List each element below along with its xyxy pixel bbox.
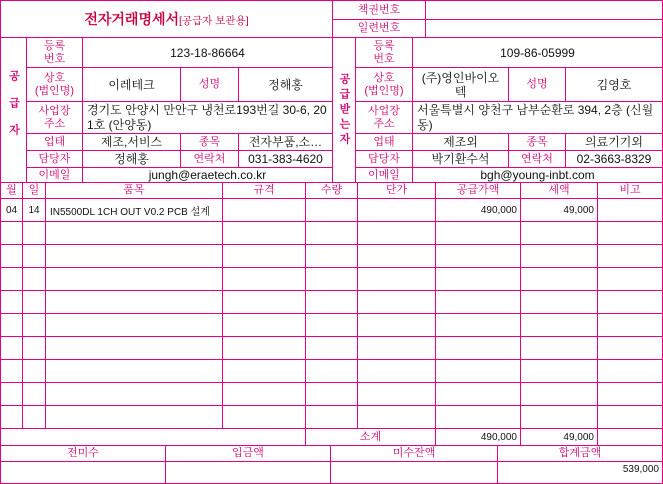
receiver-company-label: 상호 (법인명): [356, 68, 413, 102]
item-row-2-supply-amount: [436, 222, 521, 245]
receiver-biz-item: 의료기기외: [566, 134, 663, 151]
item-row-5-item: [46, 291, 223, 314]
items-header-tax: 세액: [521, 183, 598, 199]
items-header-day: 일: [23, 183, 46, 199]
item-row-1-month: 04: [1, 199, 23, 222]
prev-unpaid-value: [1, 462, 166, 484]
receiver-address-label: 사업장 주소: [356, 102, 413, 134]
item-row-5-day: [23, 291, 46, 314]
item-row-2-day: [23, 222, 46, 245]
item-row-10-spec: [223, 406, 306, 429]
receiver-reg-no: 109-86-05999: [413, 38, 663, 68]
supplier-reg-no-label: 등록 번호: [27, 38, 83, 68]
item-row-4-unit-price: [358, 268, 436, 291]
item-row-8-qty: [306, 360, 358, 383]
receiver-email: bgh@young-inbt.com: [413, 168, 663, 183]
receiver-phone: 02-3663-8329: [566, 151, 663, 168]
item-row-9-note: [598, 383, 663, 406]
item-row-6-item: [46, 314, 223, 337]
receiver-side-label: [333, 38, 356, 183]
receiver-side-text: 공급받는자: [338, 72, 350, 148]
subtotal-spacer: [1, 429, 306, 446]
item-row-3-tax: [521, 245, 598, 268]
item-row-10-unit-price: [358, 406, 436, 429]
item-row-7-day: [23, 337, 46, 360]
item-row-6-qty: [306, 314, 358, 337]
item-row-8-spec: [223, 360, 306, 383]
receiver-reg-no-label: 등록 번호: [356, 38, 413, 68]
item-row-7-month: [1, 337, 23, 360]
item-row-6-tax: [521, 314, 598, 337]
items-header-spec: 규격: [223, 183, 306, 199]
item-row-4-note: [598, 268, 663, 291]
item-row-9-tax: [521, 383, 598, 406]
item-row-6-unit-price: [358, 314, 436, 337]
subtotal-label: 소계: [306, 429, 436, 446]
receiver-phone-label: 연락처: [509, 151, 566, 168]
item-row-2-qty: [306, 222, 358, 245]
item-row-4-qty: [306, 268, 358, 291]
items-header-note: 비고: [598, 183, 663, 199]
item-row-10-month: [1, 406, 23, 429]
item-row-5-spec: [223, 291, 306, 314]
item-row-4-item: [46, 268, 223, 291]
serial-no-label: 일련번호: [333, 20, 426, 38]
item-row-6-note: [598, 314, 663, 337]
supplier-address: 경기도 안양시 만안구 냉천로193번길 30-6, 201호 (안양동): [83, 102, 333, 134]
item-row-6-spec: [223, 314, 306, 337]
supplier-phone-label: 연락처: [181, 151, 239, 168]
supplier-biz-type: 제조,서비스: [83, 134, 181, 151]
item-row-2-item: [46, 222, 223, 245]
receiver-biz-item-label: 종목: [509, 134, 566, 151]
receiver-ceo: 김영호: [566, 68, 663, 102]
item-row-4-day: [23, 268, 46, 291]
deposit-label: 입금액: [166, 446, 331, 462]
unpaid-balance-value: [331, 462, 498, 484]
item-row-5-supply-amount: [436, 291, 521, 314]
item-row-9-supply-amount: [436, 383, 521, 406]
item-row-1-supply-amount: 490,000: [436, 199, 521, 222]
item-row-1-note: [598, 199, 663, 222]
supplier-company-label: 상호 (법인명): [27, 68, 83, 102]
receiver-address: 서울특별시 양천구 남부순환로 394, 2층 (신월동): [413, 102, 663, 134]
item-row-10-supply-amount: [436, 406, 521, 429]
item-row-6-month: [1, 314, 23, 337]
item-row-10-day: [23, 406, 46, 429]
item-row-9-qty: [306, 383, 358, 406]
item-row-2-unit-price: [358, 222, 436, 245]
item-row-1-unit-price: [358, 199, 436, 222]
item-row-1-tax: 49,000: [521, 199, 598, 222]
supplier-side-text: 공급자: [7, 69, 20, 151]
document-subtitle: [공급자 보관용]: [179, 15, 249, 27]
supplier-ceo: 정해홍: [239, 68, 333, 102]
item-row-5-tax: [521, 291, 598, 314]
supplier-email: jungh@eraetech.co.kr: [83, 168, 333, 183]
prev-unpaid-label: 전미수: [1, 446, 166, 462]
supplier-biz-type-label: 업태: [27, 134, 83, 151]
title-box: [1, 1, 333, 38]
item-row-10-tax: [521, 406, 598, 429]
supplier-address-label: 사업장 주소: [27, 102, 83, 134]
item-row-9-spec: [223, 383, 306, 406]
item-row-2-month: [1, 222, 23, 245]
supplier-biz-item-label: 종목: [181, 134, 239, 151]
receiver-ceo-label: 성명: [509, 68, 566, 102]
item-row-3-day: [23, 245, 46, 268]
receiver-biz-type: 제조외: [413, 134, 509, 151]
item-row-10-item: [46, 406, 223, 429]
grand-total-value: 539,000: [498, 462, 663, 484]
items-header-qty: 수량: [306, 183, 358, 199]
item-row-9-item: [46, 383, 223, 406]
items-header-unit-price: 단가: [358, 183, 436, 199]
receiver-contact: 박기환수석: [413, 151, 509, 168]
item-row-3-item: [46, 245, 223, 268]
item-row-1-day: 14: [23, 199, 46, 222]
item-row-3-unit-price: [358, 245, 436, 268]
supplier-email-label: 이메일: [27, 168, 83, 183]
item-row-7-spec: [223, 337, 306, 360]
item-row-5-note: [598, 291, 663, 314]
item-row-9-unit-price: [358, 383, 436, 406]
item-row-7-unit-price: [358, 337, 436, 360]
item-row-7-supply-amount: [436, 337, 521, 360]
item-row-4-spec: [223, 268, 306, 291]
receiver-contact-label: 담당자: [356, 151, 413, 168]
item-row-1-qty: [306, 199, 358, 222]
item-row-10-qty: [306, 406, 358, 429]
unpaid-balance-label: 미수잔액: [331, 446, 498, 462]
item-row-4-supply-amount: [436, 268, 521, 291]
item-row-8-item: [46, 360, 223, 383]
supplier-ceo-label: 성명: [181, 68, 239, 102]
item-row-7-tax: [521, 337, 598, 360]
subtotal-supply-amount: 490,000: [436, 429, 521, 446]
item-row-2-spec: [223, 222, 306, 245]
item-row-8-supply-amount: [436, 360, 521, 383]
receiver-biz-type-label: 업태: [356, 134, 413, 151]
item-row-7-qty: [306, 337, 358, 360]
item-row-2-note: [598, 222, 663, 245]
item-row-7-item: [46, 337, 223, 360]
item-row-8-unit-price: [358, 360, 436, 383]
supplier-company: 이레테크: [83, 68, 181, 102]
item-row-4-tax: [521, 268, 598, 291]
item-row-3-qty: [306, 245, 358, 268]
supplier-reg-no: 123-18-86664: [83, 38, 333, 68]
item-row-3-month: [1, 245, 23, 268]
items-header-item: 품목: [46, 183, 223, 199]
grand-total-label: 합계금액: [498, 446, 663, 462]
item-row-8-month: [1, 360, 23, 383]
serial-no-value: [426, 20, 663, 38]
deposit-value: [166, 462, 331, 484]
item-row-2-tax: [521, 222, 598, 245]
supplier-biz-item: 전자부품,소…: [239, 134, 333, 151]
subtotal-tax: 49,000: [521, 429, 598, 446]
item-row-5-qty: [306, 291, 358, 314]
item-row-8-tax: [521, 360, 598, 383]
item-row-8-note: [598, 360, 663, 383]
receiver-company: (주)영인바이오텍: [413, 68, 509, 102]
book-no-value: [426, 1, 663, 20]
supplier-contact-label: 담당자: [27, 151, 83, 168]
item-row-5-unit-price: [358, 291, 436, 314]
supplier-phone: 031-383-4620: [239, 151, 333, 168]
item-row-3-note: [598, 245, 663, 268]
document-title: 전자거래명세서: [84, 11, 180, 27]
item-row-5-month: [1, 291, 23, 314]
item-row-10-note: [598, 406, 663, 429]
item-row-3-spec: [223, 245, 306, 268]
item-row-9-month: [1, 383, 23, 406]
item-row-9-day: [23, 383, 46, 406]
item-row-6-supply-amount: [436, 314, 521, 337]
supplier-side-label: [1, 38, 27, 183]
supplier-contact: 정해홍: [83, 151, 181, 168]
item-row-7-note: [598, 337, 663, 360]
item-row-8-day: [23, 360, 46, 383]
items-header-supply-amount: 공급가액: [436, 183, 521, 199]
item-row-3-supply-amount: [436, 245, 521, 268]
item-row-4-month: [1, 268, 23, 291]
item-row-1-item: IN5500DL 1CH OUT V0.2 PCB 설계: [46, 199, 223, 222]
item-row-1-spec: [223, 199, 306, 222]
item-row-6-day: [23, 314, 46, 337]
items-header-month: 월: [1, 183, 23, 199]
subtotal-note: [598, 429, 663, 446]
receiver-email-label: 이메일: [356, 168, 413, 183]
book-no-label: 책권번호: [333, 1, 426, 20]
